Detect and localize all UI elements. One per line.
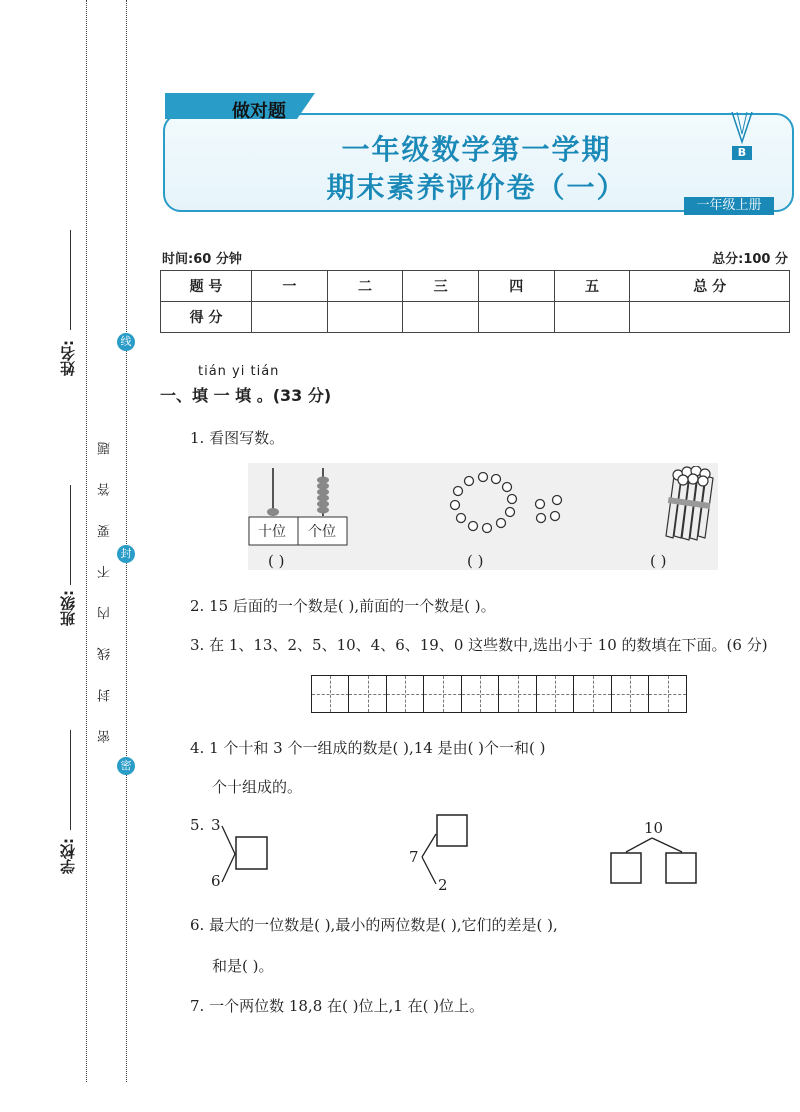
decomp-b-left: 7 [409,848,419,866]
table-header-cell: 一 [252,271,328,302]
grid-cell[interactable] [611,675,650,713]
binding-warning: 密 封 线 内 不 要 答 题 [98,430,113,743]
score-table [160,270,790,333]
class-label: 班级: [59,590,77,626]
question-5: 5. [190,816,205,834]
binding-line-inner [126,0,127,1082]
abacus-tens-label: 十位 [258,524,286,540]
decomp-a-top: 3 [211,816,221,834]
version-badge: B [732,146,752,160]
question-2: 2. 15 后面的一个数是( ),前面的一个数是( )。 [190,597,496,615]
page-title-line2: 期末素养评价卷（一） [326,171,627,204]
score-cell[interactable] [403,302,479,333]
table-row [161,302,790,333]
seal-secret-dot: 密 [117,757,135,775]
decomp-c-top: 10 [644,819,664,837]
grid-cell[interactable] [648,675,687,713]
name-label: 姓名: [59,340,77,376]
grid-cell[interactable] [311,675,350,713]
question-4-line1: 4. 1 个十和 3 个一组成的数是( ),14 是由( )个一和( ) [190,739,546,757]
grid-cell[interactable] [536,675,575,713]
score-cell[interactable] [327,302,403,333]
table-header-cell: 五 [554,271,630,302]
question-3: 3. 在 1、13、2、5、10、4、6、19、0 这些数中,选出小于 10 的数填在下面。(6 分) [190,636,768,654]
grid-cell[interactable] [461,675,500,713]
table-row-label: 得 分 [161,302,252,333]
answer-blank-abacus[interactable]: ( ) [268,552,285,570]
grid-cell[interactable] [423,675,462,713]
question-4-line2: 个十组成的。 [212,778,303,796]
decomp-a-bottom: 6 [211,872,221,890]
question-6-line1: 6. 最大的一位数是( ),最小的两位数是( ),它们的差是( ), [190,916,558,934]
school-label: 学校: [59,838,77,874]
sticks-bundle-figure [660,466,720,546]
table-row [161,271,790,302]
decomp-b-bottom: 2 [438,876,448,894]
question-7: 7. 一个两位数 18,8 在( )位上,1 在( )位上。 [190,997,485,1015]
class-field[interactable] [70,485,71,585]
question-1: 1. 看图写数。 [190,429,285,447]
abacus-ones-label: 个位 [308,524,336,540]
page-title-line1: 一年级数学第一学期 [341,133,612,166]
grade-label: 一年级上册 [684,197,774,215]
score-cell[interactable] [478,302,554,333]
section-title: 一、填 一 填 。(33 分) [160,386,332,405]
grid-cell[interactable] [348,675,387,713]
grid-cell[interactable] [386,675,425,713]
table-header-cell: 总 分 [630,271,790,302]
school-field[interactable] [70,730,71,830]
section-pinyin: tián yi tián [198,364,280,379]
name-field[interactable] [70,230,71,330]
answer-blank-sticks[interactable]: ( ) [650,552,667,570]
binding-line-outer [86,0,87,1082]
score-cell[interactable] [252,302,328,333]
table-header-cell: 四 [478,271,554,302]
score-cell[interactable] [630,302,790,333]
answer-grid[interactable] [312,675,687,713]
grid-cell[interactable] [573,675,612,713]
total-score-label: 总分:100 分 [712,252,788,267]
table-header-cell: 三 [403,271,479,302]
decomp-a-lines [220,820,270,890]
table-header-cell: 题 号 [161,271,252,302]
circles-figure [445,470,575,540]
badge-ribbon-icon [728,112,756,148]
table-header-cell: 二 [327,271,403,302]
question-6-line2: 和是( )。 [212,957,274,975]
time-label: 时间:60 分钟 [162,252,242,267]
seal-seal-dot: 封 [117,545,135,563]
decomp-c-lines [608,836,698,886]
score-cell[interactable] [554,302,630,333]
seal-line-dot: 线 [117,333,135,351]
answer-blank-circles[interactable]: ( ) [467,552,484,570]
grid-cell[interactable] [498,675,537,713]
banner-tab-label: 做对题 [232,101,286,122]
